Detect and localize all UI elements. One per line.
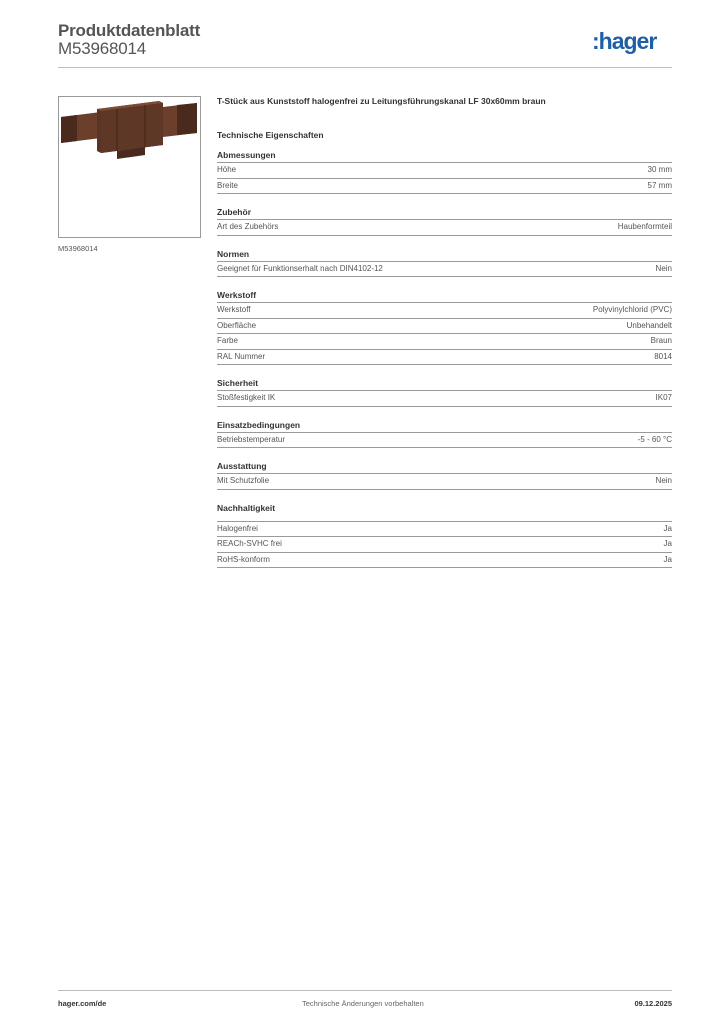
header-divider: [58, 67, 672, 68]
row-value: 57 mm: [647, 180, 672, 190]
row-value: Ja: [663, 523, 672, 533]
row-label: Oberfläche: [217, 320, 257, 330]
product-number: M53968014: [58, 39, 146, 58]
row-value: Polyvinylchlorid (PVC): [592, 305, 672, 314]
section-dimensions: [217, 150, 672, 194]
table-row: [217, 536, 672, 552]
row-label: Farbe: [217, 336, 238, 345]
product-description: T-Stück aus Kunststoff halogenfrei zu Leitungsführungskanal LF 30x60mm braun: [217, 96, 546, 106]
section-title: Werkstoff: [217, 290, 257, 300]
table-row: [217, 178, 672, 195]
row-label: Stoßfestigkeit IK: [217, 393, 276, 402]
row-label: Art des Zubehörs: [217, 222, 279, 231]
image-caption: M53968014: [58, 244, 98, 253]
table-row: [217, 349, 672, 366]
t-piece-illustration: [59, 97, 200, 237]
table-row: [217, 333, 672, 349]
table-row: [217, 302, 672, 318]
section-title: Abmessungen: [217, 150, 276, 160]
table-row: [217, 473, 672, 490]
section-material: [217, 290, 672, 365]
row-label: RoHS-konform: [217, 554, 270, 564]
row-label: Betriebstemperatur: [217, 434, 286, 444]
page-title: Produktdatenblatt: [58, 21, 201, 40]
section-equipment: [217, 461, 672, 490]
footer-notice: Technische Änderungen vorbehalten: [302, 999, 424, 1008]
row-label: Halogenfrei: [217, 523, 258, 533]
hager-logo: [592, 29, 674, 55]
footer-divider: [58, 990, 672, 991]
table-row: [217, 219, 672, 236]
row-value: Braun: [650, 336, 672, 345]
product-image: [58, 96, 201, 238]
table-row: [217, 261, 672, 278]
row-value: IK07: [655, 393, 672, 402]
row-value: Haubenformteil: [617, 222, 672, 231]
section-sustainability: [217, 503, 672, 569]
footer-website-link[interactable]: hager.com/de: [58, 999, 107, 1008]
section-title: Normen: [217, 248, 250, 259]
table-row: [217, 432, 672, 449]
row-value: Ja: [663, 539, 672, 548]
row-label: REACh-SVHC frei: [217, 539, 282, 548]
product-details: [217, 96, 672, 568]
row-value: Nein: [655, 263, 672, 273]
section-accessory: [217, 207, 672, 236]
section-operating-conditions: [217, 420, 672, 449]
section-title: Ausstattung: [217, 461, 267, 471]
row-label: Mit Schutzfolie: [217, 476, 270, 485]
table-row: [217, 318, 672, 334]
row-label: Breite: [217, 180, 238, 190]
row-value: -5 - 60 °C: [637, 434, 672, 444]
section-standards: [217, 249, 672, 278]
table-row: [217, 521, 672, 537]
section-title: Sicherheit: [217, 378, 259, 388]
table-row: [217, 162, 672, 178]
hager-logo-text: :hager: [592, 29, 657, 54]
row-label: Werkstoff: [217, 305, 251, 314]
row-label: Höhe: [217, 165, 237, 174]
row-value: Nein: [655, 476, 672, 485]
row-value: Unbehandelt: [626, 320, 672, 330]
row-value: 30 mm: [647, 165, 672, 174]
row-value: Ja: [663, 554, 672, 564]
row-label: Geeignet für Funktionserhalt nach DIN4102-12: [217, 263, 383, 273]
section-title: Nachhaltigkeit: [217, 502, 276, 513]
section-title: Einsatzbedingungen: [217, 419, 301, 430]
row-label: RAL Nummer: [217, 351, 266, 361]
table-row: [217, 390, 672, 407]
section-safety: [217, 378, 672, 407]
row-value: 8014: [654, 351, 672, 361]
technical-properties-heading: Technische Eigenschaften: [217, 130, 324, 140]
table-row: [217, 552, 672, 569]
footer-date: 09.12.2025: [634, 999, 672, 1008]
section-title: Zubehör: [217, 207, 251, 217]
